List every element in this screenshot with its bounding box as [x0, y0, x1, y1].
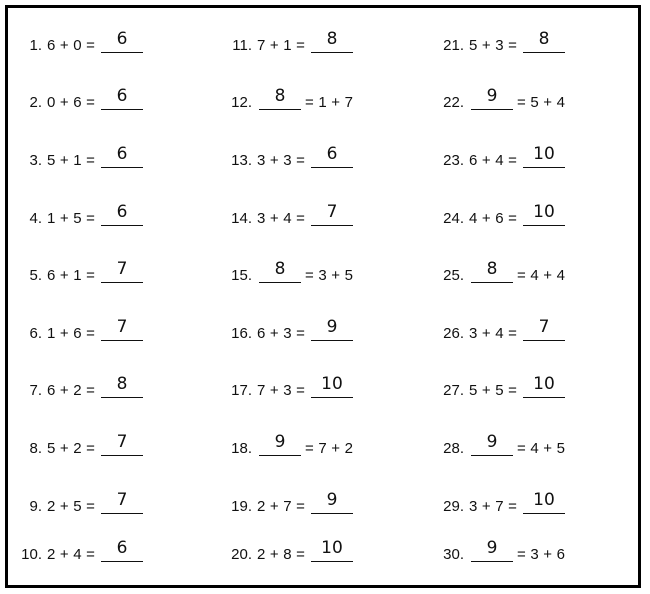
problem-30 [438, 540, 628, 570]
answer-blank[interactable] [101, 144, 143, 168]
problem-expression: 3 + 4 = [469, 325, 518, 342]
answer-blank[interactable] [311, 490, 353, 514]
answer-blank[interactable] [101, 538, 143, 562]
problem-19 [226, 492, 416, 522]
answer-blank[interactable] [101, 317, 143, 341]
problem-number: 3. [29, 152, 42, 169]
problem-number: 26. [443, 325, 464, 342]
problem-expression: = 7 + 2 [305, 440, 354, 457]
answer-value: 10 [533, 202, 555, 222]
problem-number: 18. [231, 440, 252, 457]
answer-value: 8 [326, 29, 338, 49]
answer-value: 7 [116, 432, 128, 452]
problem-number: 23. [443, 152, 464, 169]
problem-23 [438, 146, 628, 176]
answer-blank[interactable] [523, 144, 565, 168]
problem-number: 5. [29, 267, 42, 284]
problem-number: 19. [231, 498, 252, 515]
answer-blank[interactable] [311, 144, 353, 168]
problem-expression: 2 + 4 = [47, 546, 96, 563]
answer-blank[interactable] [101, 29, 143, 53]
problem-expression: = 5 + 4 [517, 94, 566, 111]
problem-18 [226, 434, 416, 464]
problem-29 [438, 492, 628, 522]
problem-number: 6. [29, 325, 42, 342]
problem-expression: 6 + 3 = [257, 325, 306, 342]
answer-blank[interactable] [259, 432, 301, 456]
answer-blank[interactable] [101, 374, 143, 398]
problem-expression: 3 + 4 = [257, 210, 306, 227]
answer-blank[interactable] [101, 202, 143, 226]
problem-11 [226, 31, 416, 61]
problem-2 [16, 88, 206, 118]
problem-expression: 5 + 5 = [469, 382, 518, 399]
problem-expression: = 1 + 7 [305, 94, 354, 111]
answer-value: 8 [116, 374, 128, 394]
problem-number: 16. [231, 325, 252, 342]
problem-10 [16, 540, 206, 570]
problem-expression: = 3 + 5 [305, 267, 354, 284]
answer-value: 8 [274, 259, 286, 279]
problem-number: 15. [231, 267, 252, 284]
answer-blank[interactable] [523, 490, 565, 514]
answer-value: 6 [116, 538, 128, 558]
problem-13 [226, 146, 416, 176]
problem-expression: 6 + 0 = [47, 37, 96, 54]
answer-blank[interactable] [311, 29, 353, 53]
answer-blank[interactable] [259, 259, 301, 283]
problem-20 [226, 540, 416, 570]
problem-expression: 2 + 5 = [47, 498, 96, 515]
answer-blank[interactable] [101, 432, 143, 456]
problem-number: 2. [29, 94, 42, 111]
problem-expression: = 3 + 6 [517, 546, 566, 563]
problem-16 [226, 319, 416, 349]
answer-value: 7 [326, 202, 338, 222]
problem-expression: 6 + 1 = [47, 267, 96, 284]
answer-value: 10 [321, 538, 343, 558]
answer-value: 9 [326, 490, 338, 510]
problem-14 [226, 204, 416, 234]
problem-number: 7. [29, 382, 42, 399]
answer-value: 10 [533, 490, 555, 510]
problem-number: 25. [443, 267, 464, 284]
problem-expression: 1 + 6 = [47, 325, 96, 342]
problem-number: 17. [231, 382, 252, 399]
problem-expression: = 4 + 4 [517, 267, 566, 284]
answer-blank[interactable] [471, 432, 513, 456]
problem-1 [16, 31, 206, 61]
problem-expression: 7 + 3 = [257, 382, 306, 399]
problem-expression: 6 + 2 = [47, 382, 96, 399]
answer-blank[interactable] [311, 374, 353, 398]
answer-blank[interactable] [101, 259, 143, 283]
problem-expression: 6 + 4 = [469, 152, 518, 169]
answer-value: 9 [486, 432, 498, 452]
worksheet [5, 5, 641, 588]
problem-expression: = 4 + 5 [517, 440, 566, 457]
problem-expression: 2 + 7 = [257, 498, 306, 515]
problem-15 [226, 261, 416, 291]
answer-value: 7 [116, 490, 128, 510]
answer-value: 10 [533, 144, 555, 164]
problem-expression: 5 + 2 = [47, 440, 96, 457]
answer-blank[interactable] [311, 538, 353, 562]
problem-expression: 7 + 1 = [257, 37, 306, 54]
problem-5 [16, 261, 206, 291]
problem-6 [16, 319, 206, 349]
problem-number: 9. [29, 498, 42, 515]
problem-number: 24. [443, 210, 464, 227]
problem-28 [438, 434, 628, 464]
answer-value: 7 [116, 317, 128, 337]
problem-number: 22. [443, 94, 464, 111]
answer-blank[interactable] [259, 86, 301, 110]
problem-3 [16, 146, 206, 176]
problem-22 [438, 88, 628, 118]
problem-21 [438, 31, 628, 61]
answer-blank[interactable] [523, 317, 565, 341]
answer-value: 7 [116, 259, 128, 279]
problem-27 [438, 376, 628, 406]
answer-value: 9 [486, 538, 498, 558]
problem-7 [16, 376, 206, 406]
answer-value: 9 [326, 317, 338, 337]
problem-number: 30. [443, 546, 464, 563]
problem-number: 1. [29, 37, 42, 54]
problem-12 [226, 88, 416, 118]
problem-8 [16, 434, 206, 464]
problem-number: 28. [443, 440, 464, 457]
problem-number: 20. [231, 546, 252, 563]
problem-number: 12. [231, 94, 252, 111]
problem-number: 4. [29, 210, 42, 227]
problem-number: 10. [21, 546, 42, 563]
problem-expression: 2 + 8 = [257, 546, 306, 563]
answer-value: 9 [274, 432, 286, 452]
problem-number: 8. [29, 440, 42, 457]
answer-value: 8 [274, 86, 286, 106]
problem-number: 13. [231, 152, 252, 169]
answer-value: 6 [116, 86, 128, 106]
problem-number: 14. [231, 210, 252, 227]
problem-26 [438, 319, 628, 349]
answer-value: 7 [538, 317, 550, 337]
answer-value: 6 [326, 144, 338, 164]
problem-17 [226, 376, 416, 406]
answer-blank[interactable] [471, 86, 513, 110]
answer-value: 6 [116, 144, 128, 164]
problem-expression: 3 + 7 = [469, 498, 518, 515]
answer-value: 8 [538, 29, 550, 49]
problem-number: 11. [232, 37, 252, 54]
problem-expression: 3 + 3 = [257, 152, 306, 169]
problem-number: 27. [443, 382, 464, 399]
problem-expression: 1 + 5 = [47, 210, 96, 227]
answer-blank[interactable] [101, 490, 143, 514]
answer-value: 10 [533, 374, 555, 394]
problem-expression: 0 + 6 = [47, 94, 96, 111]
problem-number: 21. [443, 37, 464, 54]
problem-number: 29. [443, 498, 464, 515]
problem-expression: 4 + 6 = [469, 210, 518, 227]
problem-25 [438, 261, 628, 291]
problem-expression: 5 + 3 = [469, 37, 518, 54]
answer-blank[interactable] [523, 374, 565, 398]
answer-blank[interactable] [311, 317, 353, 341]
problem-4 [16, 204, 206, 234]
answer-value: 6 [116, 202, 128, 222]
answer-blank[interactable] [523, 202, 565, 226]
answer-blank[interactable] [471, 259, 513, 283]
answer-blank[interactable] [311, 202, 353, 226]
answer-blank[interactable] [523, 29, 565, 53]
answer-blank[interactable] [101, 86, 143, 110]
problem-9 [16, 492, 206, 522]
answer-value: 8 [486, 259, 498, 279]
answer-value: 6 [116, 29, 128, 49]
problem-expression: 5 + 1 = [47, 152, 96, 169]
answer-value: 9 [486, 86, 498, 106]
answer-value: 10 [321, 374, 343, 394]
answer-blank[interactable] [471, 538, 513, 562]
problem-24 [438, 204, 628, 234]
